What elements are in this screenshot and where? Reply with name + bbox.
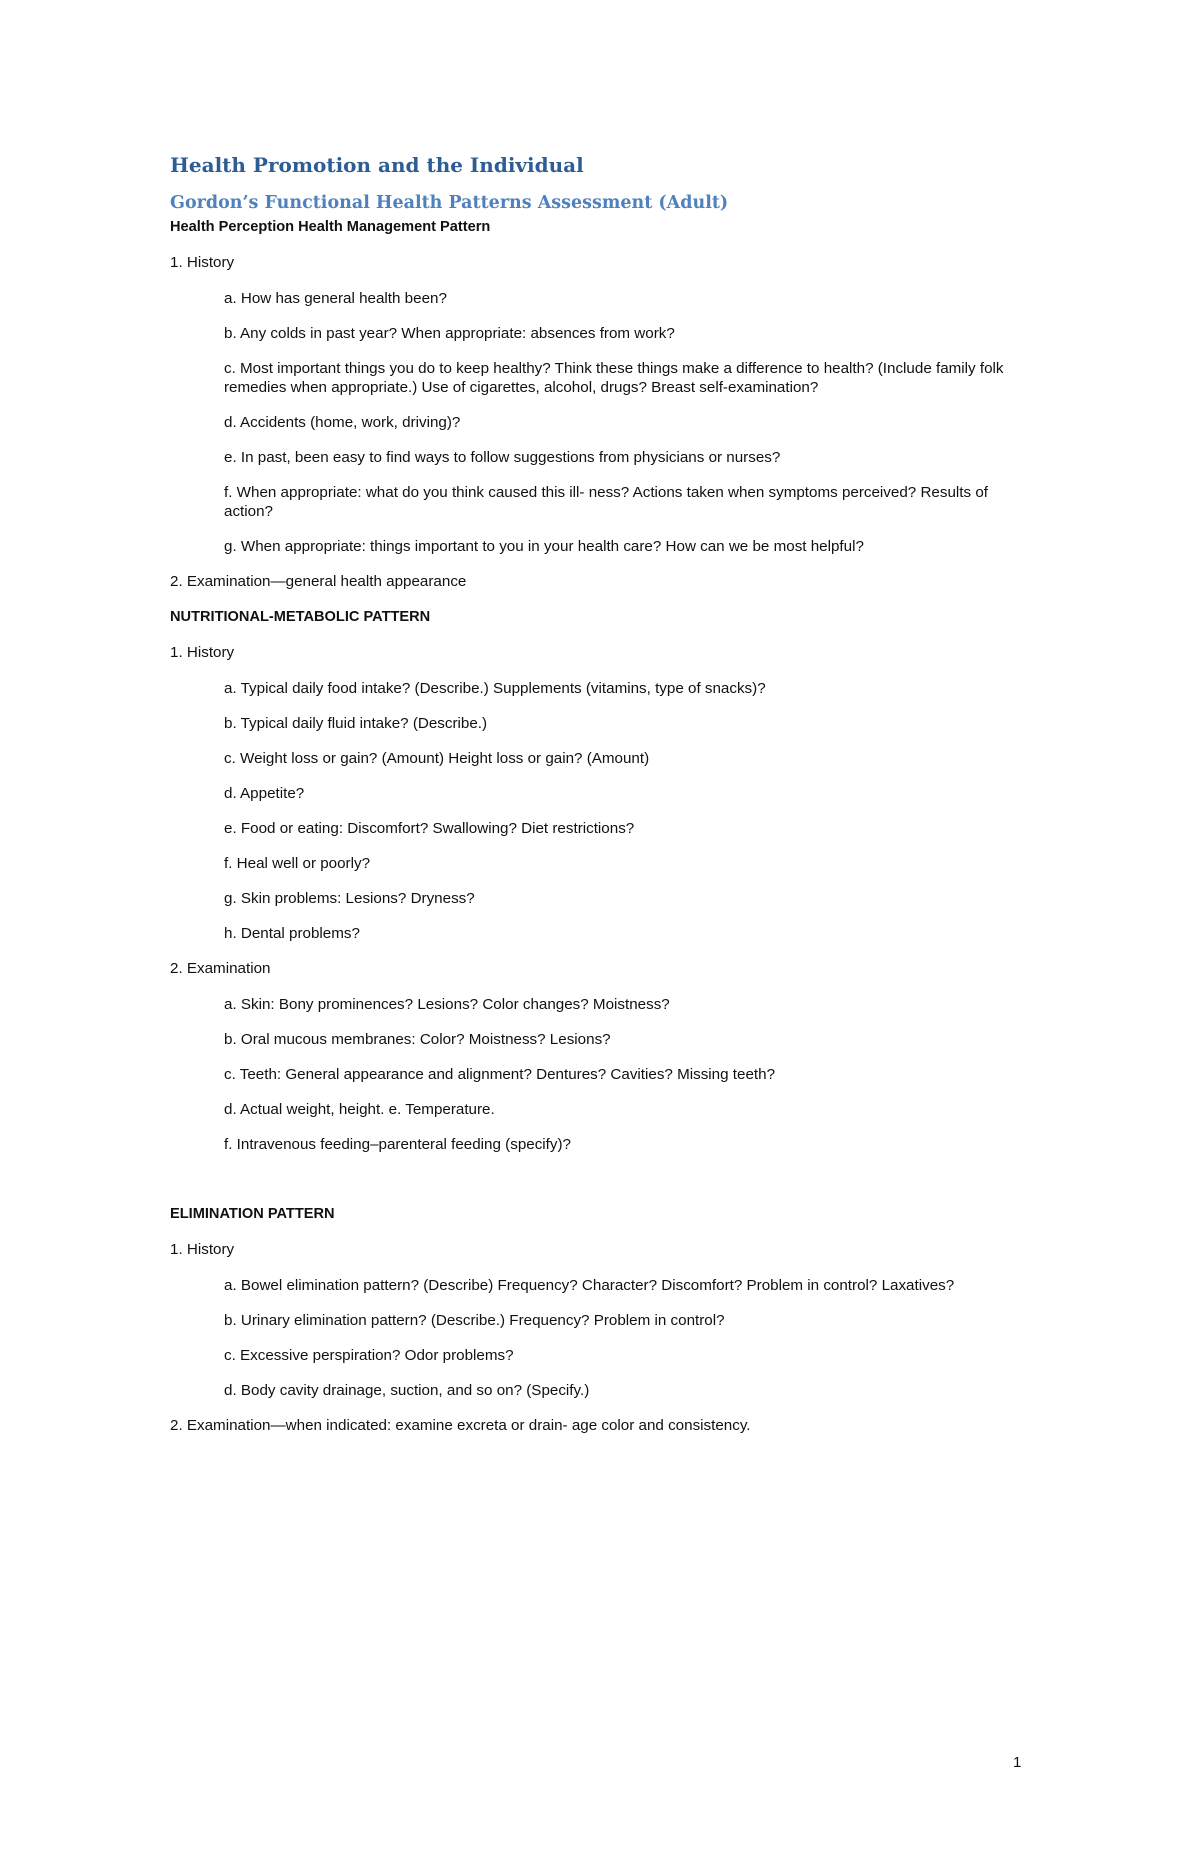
document-subtitle: Gordon’s Functional Health Patterns Assessment (Adult): [170, 193, 729, 213]
list-item: a. Typical daily food intake? (Describe.) Supplements (vitamins, type of snacks)?: [224, 680, 766, 697]
nutritional-history-list: [170, 679, 1030, 943]
health-perception-history-list: [170, 289, 1030, 556]
list-item: d. Body cavity drainage, suction, and so on? (Specify.): [224, 1382, 590, 1399]
list-item: b. Any colds in past year? When appropriate: absences from work?: [224, 325, 675, 342]
nutritional-examination-list: [170, 995, 1030, 1154]
list-item: c. Weight loss or gain? (Amount) Height loss or gain? (Amount): [224, 750, 650, 767]
list-item: g. Skin problems: Lesions? Dryness?: [224, 890, 475, 907]
list-item: g. When appropriate: things important to you in your health care? How can we be most helpful?: [224, 538, 864, 555]
list-item: a. How has general health been?: [224, 290, 447, 307]
list-item: d. Appetite?: [224, 785, 305, 802]
history-label: 1. History: [170, 1241, 235, 1258]
list-item: c. Teeth: General appearance and alignment? Dentures? Cavities? Missing teeth?: [224, 1066, 776, 1083]
list-item: f. Heal well or poorly?: [224, 855, 371, 872]
history-label: 1. History: [170, 644, 235, 661]
examination-label: 2. Examination—general health appearance: [170, 573, 467, 590]
list-item: h. Dental problems?: [224, 925, 360, 942]
list-item: e. Food or eating: Discomfort? Swallowing? Diet restrictions?: [224, 820, 635, 837]
page-number: 1: [1013, 1754, 1022, 1771]
elimination-history-list: [170, 1276, 1030, 1400]
examination-label: 2. Examination—when indicated: examine excreta or drain- age color and consistency.: [170, 1417, 751, 1434]
list-item: b. Oral mucous membranes: Color? Moistness? Lesions?: [224, 1031, 611, 1048]
section-heading-elimination: ELIMINATION PATTERN: [170, 1206, 335, 1222]
list-item: e. In past, been easy to find ways to follow suggestions from physicians or nurses?: [224, 449, 781, 466]
document-body: [170, 152, 1030, 1452]
examination-label: 2. Examination: [170, 960, 271, 977]
list-item: b. Typical daily fluid intake? (Describe.): [224, 715, 488, 732]
list-item: f. Intravenous feeding–parenteral feeding (specify)?: [224, 1136, 571, 1153]
section-heading-nutritional: NUTRITIONAL-METABOLIC PATTERN: [170, 609, 431, 625]
list-item: d. Actual weight, height. e. Temperature.: [224, 1101, 495, 1118]
list-item: a. Skin: Bony prominences? Lesions? Color changes? Moistness?: [224, 996, 670, 1013]
list-item: a. Bowel elimination pattern? (Describe) Frequency? Character? Discomfort? Problem in control? Laxatives?: [224, 1277, 955, 1294]
list-item: c. Excessive perspiration? Odor problems?: [224, 1347, 514, 1364]
list-item: c. Most important things you do to keep healthy? Think these things make a difference to health? (Include family folk remedies when appropriate.) Use of cigarettes, alcohol, drugs? Breast self-examination?: [224, 360, 1004, 396]
list-item: d. Accidents (home, work, driving)?: [224, 414, 461, 431]
list-item: b. Urinary elimination pattern? (Describe.) Frequency? Problem in control?: [224, 1312, 725, 1329]
document-title: Health Promotion and the Individual: [170, 153, 584, 177]
section-spacer: [170, 1170, 1030, 1205]
history-label: 1. History: [170, 254, 235, 271]
list-item: f. When appropriate: what do you think caused this ill- ness? Actions taken when symptoms perceived? Results of action?: [224, 484, 988, 520]
section-heading-health-perception: Health Perception Health Management Pattern: [170, 219, 491, 235]
